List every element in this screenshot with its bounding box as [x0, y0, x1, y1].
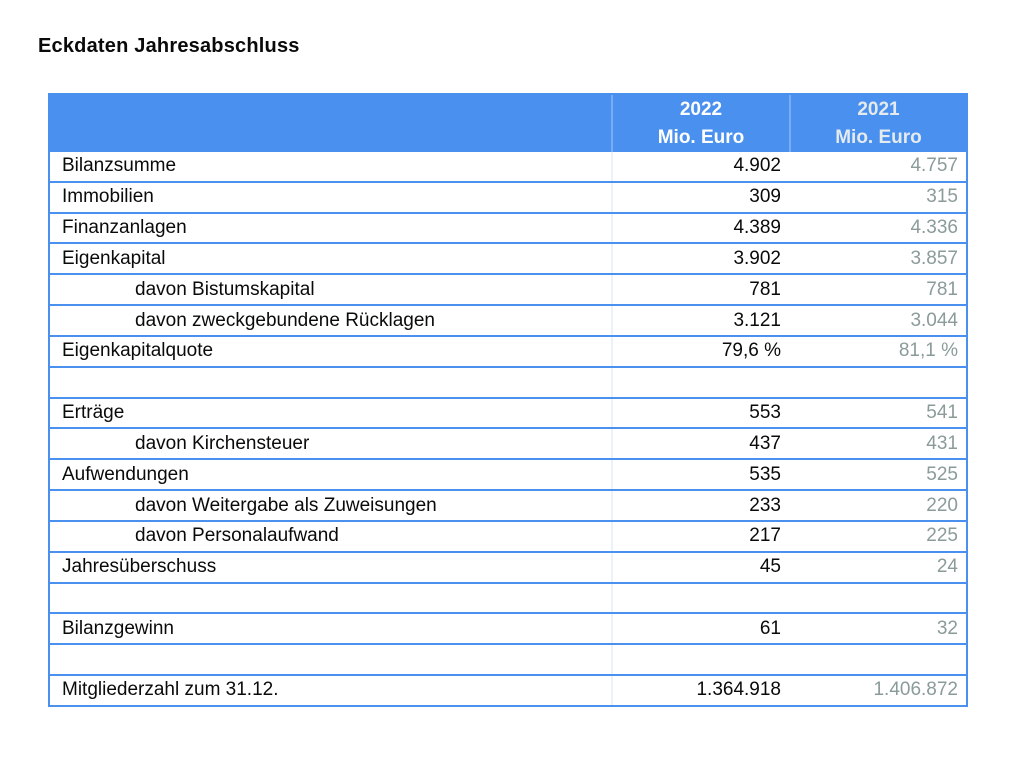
value-2021: 220 — [926, 494, 958, 516]
table-row — [50, 491, 966, 522]
row-label — [50, 368, 613, 397]
value-2022: 45 — [759, 556, 781, 578]
row-label — [50, 584, 613, 613]
value-2022: 4.389 — [733, 217, 781, 239]
value-2022: 309 — [749, 186, 781, 208]
value-2022: 3.121 — [733, 309, 781, 331]
table-row — [50, 214, 966, 245]
table-body — [50, 152, 966, 705]
table-header-row — [50, 95, 966, 152]
table-row-spacer — [50, 584, 966, 615]
row-label: Immobilien — [50, 183, 613, 212]
value-2022: 233 — [749, 494, 781, 516]
value-2021: 315 — [926, 186, 958, 208]
column-header-2022 — [613, 95, 791, 152]
table-row — [50, 183, 966, 214]
value-2021: 225 — [926, 525, 958, 547]
value-2021 — [791, 645, 966, 674]
row-label — [50, 645, 613, 674]
table-row — [50, 429, 966, 460]
value-2022: 437 — [749, 432, 781, 454]
table-row — [50, 399, 966, 430]
row-label: Eigenkapitalquote — [50, 337, 613, 366]
row-label: davon Weitergabe als Zuweisungen — [50, 491, 613, 520]
value-2022 — [613, 645, 791, 674]
header-label-spacer — [50, 95, 613, 152]
value-2021: 525 — [926, 463, 958, 485]
value-2021: 81,1 % — [898, 340, 958, 362]
value-2022: 3.902 — [733, 247, 781, 269]
value-2021: 3.857 — [910, 247, 958, 269]
row-label: davon Kirchensteuer — [50, 429, 613, 458]
value-2021 — [791, 584, 966, 613]
row-label: davon Personalaufwand — [50, 522, 613, 551]
value-2021: 431 — [926, 432, 958, 454]
value-2022: 781 — [749, 278, 781, 300]
column-header-2021-year: 2021 — [857, 98, 900, 120]
row-label: davon Bistumskapital — [50, 275, 613, 304]
table-row — [50, 275, 966, 306]
row-label: Mitgliederzahl zum 31.12. — [50, 676, 613, 705]
table-row — [50, 614, 966, 645]
value-2021: 24 — [936, 556, 958, 578]
column-header-2021-unit: Mio. Euro — [835, 126, 922, 148]
table-row — [50, 152, 966, 183]
row-label: davon zweckgebundene Rücklagen — [50, 306, 613, 335]
value-2022 — [613, 368, 791, 397]
value-2022 — [613, 584, 791, 613]
value-2021: 3.044 — [910, 309, 958, 331]
row-label: Jahresüberschuss — [50, 553, 613, 582]
value-2022: 61 — [759, 617, 781, 639]
row-label: Aufwendungen — [50, 460, 613, 489]
table-row — [50, 337, 966, 368]
value-2021: 32 — [936, 617, 958, 639]
column-header-2021 — [791, 95, 966, 152]
value-2022: 4.902 — [733, 155, 781, 177]
value-2021: 4.757 — [910, 155, 958, 177]
table-row-spacer — [50, 645, 966, 676]
value-2021: 1.406.872 — [873, 679, 958, 701]
table-row — [50, 306, 966, 337]
table-row-spacer — [50, 368, 966, 399]
value-2021: 541 — [926, 402, 958, 424]
financial-key-figures-table — [48, 93, 968, 707]
column-header-2022-year: 2022 — [679, 98, 723, 120]
page-title: Eckdaten Jahresabschluss — [38, 35, 300, 57]
value-2022: 79,6 % — [721, 340, 781, 362]
value-2022: 217 — [749, 525, 781, 547]
row-label: Finanzanlagen — [50, 214, 613, 243]
table-row — [50, 244, 966, 275]
row-label: Erträge — [50, 399, 613, 428]
column-header-2022-unit: Mio. Euro — [657, 126, 745, 148]
value-2022: 535 — [749, 463, 781, 485]
value-2021: 781 — [926, 278, 958, 300]
table-row — [50, 553, 966, 584]
row-label: Bilanzgewinn — [50, 614, 613, 643]
value-2022: 553 — [749, 402, 781, 424]
value-2021: 4.336 — [910, 217, 958, 239]
table-row — [50, 522, 966, 553]
row-label: Eigenkapital — [50, 244, 613, 273]
row-label: Bilanzsumme — [50, 152, 613, 181]
value-2021 — [791, 368, 966, 397]
table-row — [50, 676, 966, 705]
value-2022: 1.364.918 — [696, 679, 781, 701]
table-row — [50, 460, 966, 491]
